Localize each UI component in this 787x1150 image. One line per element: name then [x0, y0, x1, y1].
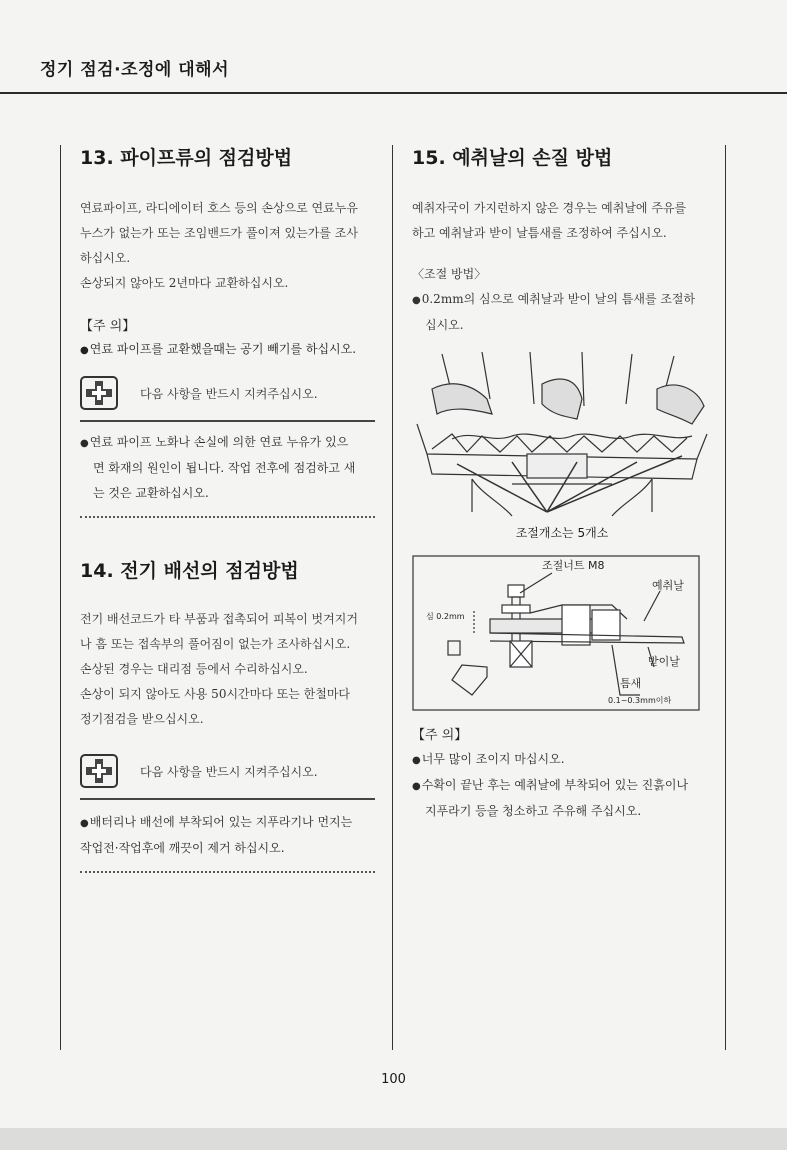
text-line: 손상되지 않아도 2년마다 교환하십시오. — [80, 276, 289, 290]
gap-value-label: 0.1~0.3mm이하 — [608, 696, 672, 705]
text-line: 연료파이프, 라디에이터 호스 등의 손상으로 연료누유 — [80, 201, 358, 215]
text-line: 하고 예취날과 받이 날틈새를 조정하여 주십시오. — [412, 226, 667, 240]
text-line — [412, 773, 712, 799]
section-15-caution-heading: 【주 의】 — [412, 728, 468, 743]
notice-dotted-rule — [80, 516, 375, 518]
method-text: 0.2mm의 심으로 예취날과 받이 날의 틈새를 조절하 — [421, 292, 696, 306]
bullet-text: 연료 파이프 노화나 손실에 의한 연료 누유가 있으 — [89, 435, 349, 449]
shim-label: 심 0.2mm — [426, 612, 465, 621]
section-14-warning-bullet — [80, 810, 375, 861]
bottom-scan-band — [0, 1128, 787, 1150]
bullet-icon: ● — [80, 818, 89, 829]
section-15-paragraph — [412, 196, 712, 246]
center-divider-line — [392, 145, 393, 1050]
right-margin-line — [725, 145, 726, 1050]
section-13-notice — [80, 376, 375, 410]
notice-solid-rule — [80, 798, 375, 800]
page-header-title: 정기 점검·조정에 대해서 — [40, 60, 230, 80]
header-rule — [0, 92, 787, 94]
notice-text: 다음 사항을 반드시 지켜주십시오. — [140, 764, 318, 779]
text-line: 지푸라기 등을 청소하고 주유해 주십시오. — [425, 804, 642, 818]
safety-cross-icon — [80, 376, 118, 410]
section-13-warning-bullet — [80, 430, 375, 506]
bullet-text: 배터리나 배선에 부착되어 있는 지푸라기나 먼지는 — [89, 815, 353, 829]
text-line: 전기 배선코드가 타 부품과 접촉되어 피복이 벗겨지거 — [80, 612, 358, 626]
text-line — [80, 430, 375, 456]
notice-solid-rule — [80, 420, 375, 422]
section-13-title: 13. 파이프류의 점검방법 — [80, 147, 293, 169]
text-line: 정기점검을 받으십시오. — [80, 712, 204, 726]
text-line — [412, 287, 712, 313]
section-13-paragraph — [80, 196, 375, 296]
text-line: 면 화재의 원인이 됩니다. 작업 전후에 점검하고 새 — [93, 461, 356, 475]
text-line: 하십시오. — [80, 251, 131, 265]
section-15-method — [412, 262, 712, 338]
method-heading: 〈조절 방법〉 — [412, 267, 487, 281]
text-line: 작업전·작업후에 깨끗이 제거 하십시오. — [80, 841, 285, 855]
text-line: 손상이 되지 않아도 사용 50시간마다 또는 한철마다 — [80, 687, 350, 701]
bullet-icon: ● — [412, 295, 421, 306]
figure-1-caption: 조절개소는 5개소 — [515, 526, 609, 540]
gap-label: 틈새 — [620, 677, 642, 690]
left-margin-line — [60, 145, 61, 1050]
blade-label: 예취날 — [652, 579, 684, 592]
text-line: 예취자국이 가지런하지 않은 경우는 예취날에 주유를 — [412, 201, 687, 215]
section-13-caution-item — [80, 338, 375, 362]
bullet-icon: ● — [80, 345, 89, 356]
text-line: 누스가 없는가 또는 조임밴드가 풀이져 있는가를 조사 — [80, 226, 358, 240]
text-line — [80, 810, 375, 836]
section-13-caution-heading: 【주 의】 — [80, 319, 136, 334]
text-line: 손상된 경우는 대리점 등에서 수리하십시오. — [80, 662, 308, 676]
nut-label: 조절너트 M8 — [542, 559, 605, 572]
section-14-title: 14. 전기 배선의 점검방법 — [80, 560, 299, 582]
bullet-icon: ● — [80, 438, 89, 449]
notice-dotted-rule — [80, 871, 375, 873]
caution-text: 너무 많이 조이지 마십시오. — [421, 752, 565, 766]
notice-text: 다음 사항을 반드시 지켜주십시오. — [140, 386, 318, 401]
text-line — [412, 747, 712, 773]
bullet-icon: ● — [412, 755, 421, 766]
section-15-caution-list — [412, 747, 712, 824]
receiver-blade-label: 받이날 — [648, 655, 680, 668]
section-15-title: 15. 예취날의 손질 방법 — [412, 147, 613, 169]
caution-text: 연료 파이프를 교환했을때는 공기 빼기를 하십시오. — [89, 342, 357, 356]
section-14-paragraph — [80, 607, 375, 732]
adjustment-diagram — [412, 555, 700, 711]
cutter-bar-illustration — [412, 344, 712, 522]
safety-cross-icon — [80, 754, 118, 788]
text-line: 십시오. — [425, 318, 464, 332]
text-line: 는 것은 교환하십시오. — [93, 486, 209, 500]
text-line: 나 흠 또는 접속부의 풀어짐이 없는가 조사하십시오. — [80, 637, 351, 651]
left-column — [80, 143, 375, 873]
section-14-notice — [80, 754, 375, 788]
right-column — [412, 143, 712, 824]
bullet-icon: ● — [412, 781, 421, 792]
caution-text: 수확이 끝난 후는 예취날에 부착되어 있는 진흙이나 — [421, 778, 689, 792]
page-number: 100 — [381, 1072, 406, 1087]
